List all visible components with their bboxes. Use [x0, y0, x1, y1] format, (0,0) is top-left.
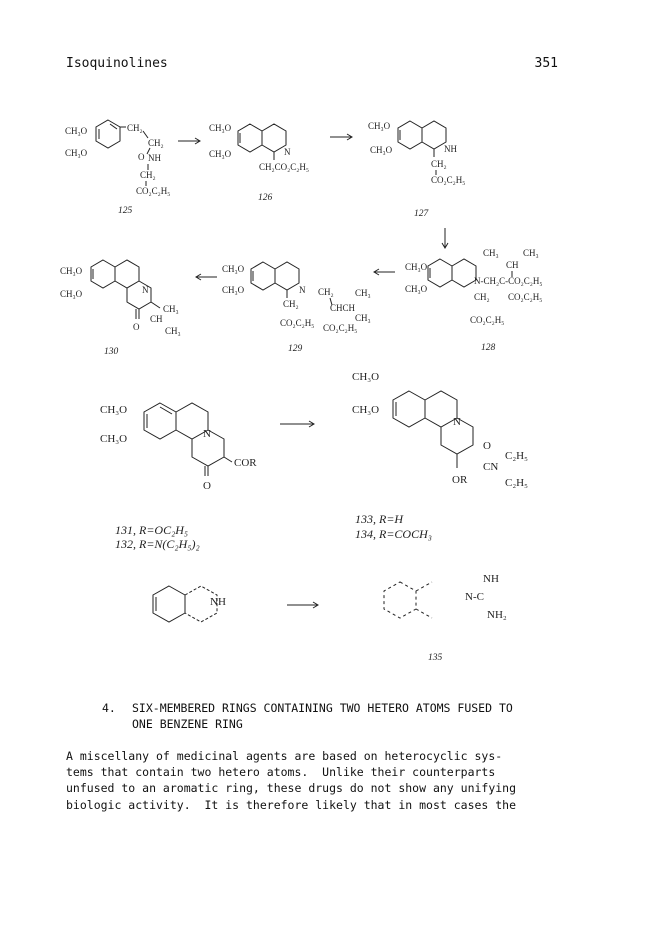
ch2-label: CH₂	[140, 170, 156, 180]
ch3-label: CH₃	[163, 304, 179, 314]
structure-127	[368, 121, 465, 185]
compound-label-127: 127	[414, 209, 429, 219]
section-title	[132, 700, 572, 732]
cn-label: CN	[483, 461, 499, 473]
methoxy-label: CH₃O	[222, 264, 245, 274]
structure-125	[65, 120, 170, 196]
ester-label: CO₂C₂H₅	[470, 315, 505, 325]
nh-label: NH	[210, 596, 226, 608]
structure-131-132	[100, 403, 257, 492]
compound-definition-132: 132, R=N(C₂H₅)₂	[115, 537, 200, 551]
n-label: N	[453, 416, 461, 428]
ch3-label: CH₃	[523, 248, 539, 258]
running-head: Isoquinolines	[66, 56, 168, 71]
n-label: N	[203, 428, 211, 440]
benzene-ring	[393, 391, 425, 427]
methoxy-label: CH₃O	[100, 404, 128, 416]
section-title-line: SIX-MEMBERED RINGS CONTAINING TWO HETERO ATOMS FUSED TO	[132, 701, 513, 715]
ring-bond	[416, 609, 432, 618]
methoxy-label: CH₃O	[209, 123, 232, 133]
methoxy-label: CH₃O	[65, 126, 88, 136]
benzene-ring	[153, 586, 185, 622]
benzene-ring	[96, 120, 120, 148]
bond	[224, 457, 232, 462]
compound-definition-131: 131, R=OC₂H₅	[115, 523, 189, 537]
structure-tetrahydroisoquinoline	[153, 586, 226, 622]
compound-label-129: 129	[288, 344, 303, 354]
methoxy-label: CH₃O	[100, 433, 128, 445]
ring-double-bond	[160, 407, 172, 414]
chch-label: CHCH	[330, 303, 356, 313]
benzene-ring	[384, 582, 416, 618]
body-line: tems that contain two hetero atoms. Unlike their counterparts	[66, 765, 496, 780]
methoxy-label: CH₃O	[65, 148, 88, 158]
structure-130	[60, 260, 181, 336]
methoxy-label: CH₃O	[370, 145, 393, 155]
methoxy-label: CH₃O	[222, 285, 245, 295]
n-label: N	[299, 285, 306, 295]
methoxy-label: CH₃O	[60, 289, 83, 299]
ch3-label: CH₃	[355, 313, 371, 323]
ch3-label: CH₃	[355, 288, 371, 298]
ch3-label: CH₃	[165, 326, 181, 336]
nh-label: NH	[148, 153, 161, 163]
tetrahydro-ring	[452, 259, 476, 287]
methoxy-label: CH₃O	[368, 121, 391, 131]
structure-129	[222, 262, 371, 333]
compound-label-125: 125	[118, 206, 133, 216]
benzene-ring	[398, 121, 422, 149]
compound-label-128: 128	[481, 343, 496, 353]
c2h5-label: C₂H₅	[505, 477, 528, 489]
structure-128	[405, 248, 543, 325]
methoxy-label: CH₃O	[405, 284, 428, 294]
n-chain-label: N-CH₂C-CO₂C₂H₅	[474, 276, 543, 286]
ester-label: CO₂C₂H₅	[508, 292, 543, 302]
c2h5-label: C₂H₅	[505, 450, 528, 462]
tetrahydro-ring	[422, 121, 446, 149]
bond	[143, 131, 148, 138]
body-line: A miscellany of medicinal agents are based on heterocyclic sys-	[66, 749, 503, 763]
page-number: 351	[534, 56, 558, 71]
benzene-ring	[91, 260, 115, 288]
oxo-label: O	[483, 440, 491, 452]
n-label: N	[284, 147, 291, 157]
compound-definition-134: 134, R=COCH₃	[355, 527, 432, 541]
benzene-ring	[428, 259, 452, 287]
ch2-label: CH₂	[148, 138, 164, 148]
benzene-ring	[144, 403, 176, 439]
ester-label: CO₂C₂H₅	[280, 318, 315, 328]
ch3-label: CH₃	[483, 248, 499, 258]
n-label: N	[142, 285, 149, 295]
compound-label-126: 126	[258, 193, 273, 203]
body-paragraph	[66, 748, 566, 813]
bond	[151, 302, 160, 308]
methoxy-label: CH₃O	[60, 266, 83, 276]
structure-135	[384, 573, 507, 621]
oxo-label: O	[203, 480, 211, 492]
body-line: biologic activity. It is therefore likely that in most cases the	[66, 797, 517, 812]
benzene-ring	[238, 124, 262, 152]
oxo-label: O	[133, 322, 140, 332]
piperidine-ring	[115, 260, 139, 288]
side-chain-label: CH₂CO₂C₂H₅	[259, 162, 310, 172]
ester-label: CO₂C₂H₅	[323, 323, 358, 333]
structure-126	[209, 123, 309, 172]
ch2-label: CH₂	[474, 292, 490, 302]
ch-label: CH	[150, 314, 163, 324]
ch-label: CH	[506, 260, 519, 270]
dihydro-ring	[262, 124, 286, 152]
section-number: 4.	[102, 701, 116, 715]
benzene-ring	[251, 262, 275, 290]
ch2-label: CH₂	[283, 299, 299, 309]
compound-label-130: 130	[104, 347, 119, 357]
methoxy-label: CH₃O	[209, 149, 232, 159]
or-label: OR	[452, 474, 468, 486]
methoxy-label: CH₃O	[405, 262, 428, 272]
methoxy-label: CH₃O	[352, 404, 380, 416]
ch2-label: CH₂	[431, 159, 447, 169]
section-title-line: ONE BENZENE RING	[132, 717, 243, 731]
ester-label: CO₂C₂H₅	[136, 186, 171, 196]
compound-label-135: 135	[428, 653, 443, 663]
nh-label: NH	[483, 573, 499, 585]
body-line: unfused to an aromatic ring, these drugs do not show any unifying	[66, 781, 517, 796]
amidine-label: N-C	[465, 591, 484, 603]
nh-label: NH	[444, 144, 457, 154]
oxo-label: O	[138, 152, 145, 162]
ester-label: CO₂C₂H₅	[431, 175, 466, 185]
structure-133-134	[352, 371, 528, 489]
cor-label: COR	[234, 457, 257, 469]
ch2-label: CH₂	[127, 123, 143, 133]
ch2-label: CH₂	[318, 287, 334, 297]
nh2-label: NH₂	[487, 609, 507, 621]
compound-definition-133: 133, R=H	[355, 512, 404, 526]
tetrahydro-ring	[275, 262, 299, 290]
ring-bond	[416, 582, 432, 591]
methoxy-label: CH₃O	[352, 371, 380, 383]
